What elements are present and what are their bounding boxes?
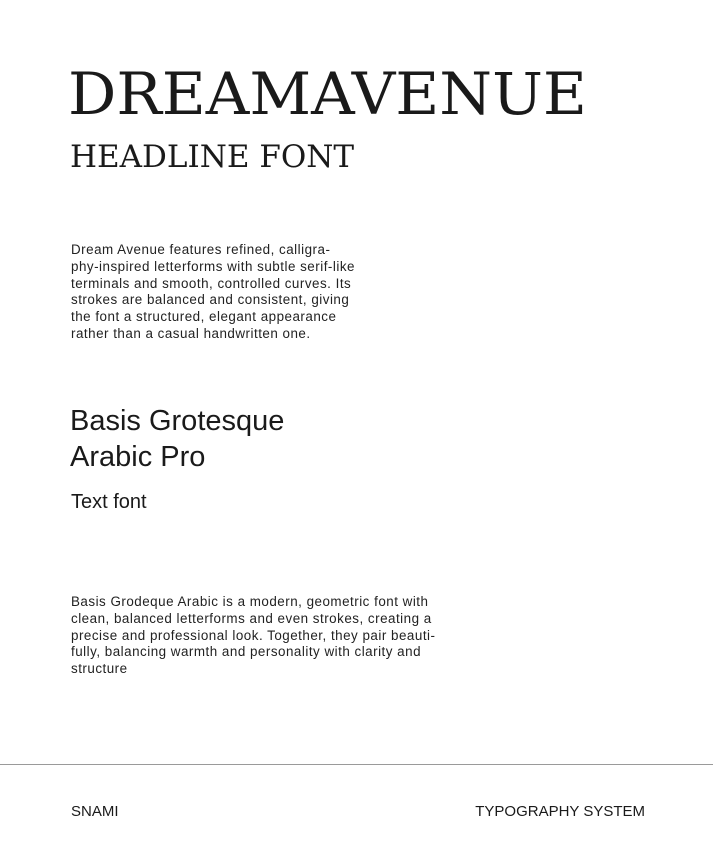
- description-line: precise and professional look. Together, they pair beauti-: [71, 627, 436, 643]
- description-line: Dream Avenue features refined, calligra-: [71, 242, 331, 257]
- text-font-name: [70, 403, 284, 475]
- headline-font-description: [71, 242, 355, 343]
- description-line: strokes are balanced and consistent, giving: [71, 292, 350, 308]
- text-font-role: Text font: [71, 491, 147, 513]
- footer-divider: [0, 764, 713, 765]
- description-line: phy-inspired letterforms with subtle serif-like: [71, 258, 355, 274]
- headline-font-name: DREAMAVENUE: [68, 60, 587, 128]
- headline-font-role: HEADLINE FONT: [70, 139, 355, 175]
- description-line: fully, balancing warmth and personality with clarity and: [71, 644, 422, 660]
- description-line: terminals and smooth, controlled curves. Its: [71, 275, 352, 291]
- description-line: the font a structured, elegant appearance: [71, 309, 337, 325]
- description-line: rather than a casual handwritten one.: [71, 325, 311, 341]
- description-line: clean, balanced letterforms and even strokes, creating a: [71, 610, 432, 626]
- footer-brand: SNAMI: [71, 803, 119, 820]
- text-font-name-line: Basis Grotesque: [70, 405, 285, 437]
- text-font-name-line: Arabic Pro: [70, 441, 206, 473]
- description-line: structure: [71, 661, 128, 677]
- text-font-description: [71, 594, 435, 678]
- footer-section-title: TYPOGRAPHY SYSTEM: [475, 803, 645, 820]
- description-line: Basis Grodeque Arabic is a modern, geometric font with: [71, 594, 429, 609]
